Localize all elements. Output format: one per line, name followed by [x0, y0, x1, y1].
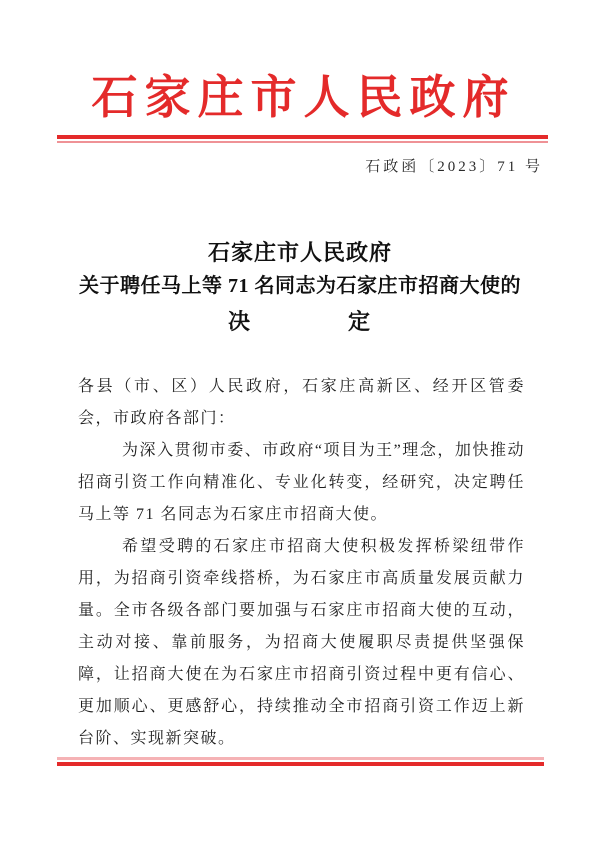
document-title — [0, 236, 600, 340]
body-paragraph-1: 为深入贯彻市委、市政府“项目为王”理念，加快推动招商引资工作向精准化、专业化转变，经研究，决定聘任马上等 71 名同志为石家庄市招商大使。 — [78, 442, 525, 523]
header-divider-thin-line — [57, 141, 548, 143]
footer-divider-red-line — [57, 762, 544, 766]
masthead-title: 石家庄市人民政府 — [91, 72, 516, 123]
header-divider — [57, 135, 548, 143]
footer-divider-light-line — [57, 757, 544, 760]
body-paragraph-2: 希望受聘的石家庄市招商大使积极发挥桥梁纽带作用，为招商引资牵线搭桥，为石家庄市高质量发展贡献力量。全市各级各部门要加强与石家庄市招商大使的互动，主动对接、靠前服务，为招商大使履职尽责提供坚强保障，让招商大使在为石家庄市招商引资过程中更有信心、更加顺心、更感舒心，持续推动全市招商引资工作迈上新台阶、实现新突破。 — [78, 538, 525, 747]
document-title-decision: 决 定 — [227, 309, 372, 334]
document-number: 石政函〔2023〕71 号 — [365, 159, 543, 175]
salutation: 各县（市、区）人民政府，石家庄高新区、经开区管委会，市政府各部门： — [78, 378, 525, 427]
footer-divider — [57, 757, 544, 766]
document-body — [78, 371, 525, 755]
document-title-issuer: 石家庄市人民政府 — [207, 240, 392, 265]
document-title-subject: 关于聘任马上等 71 名同志为石家庄市招商大使的 — [79, 275, 521, 297]
header-divider-thick-line — [57, 135, 548, 139]
